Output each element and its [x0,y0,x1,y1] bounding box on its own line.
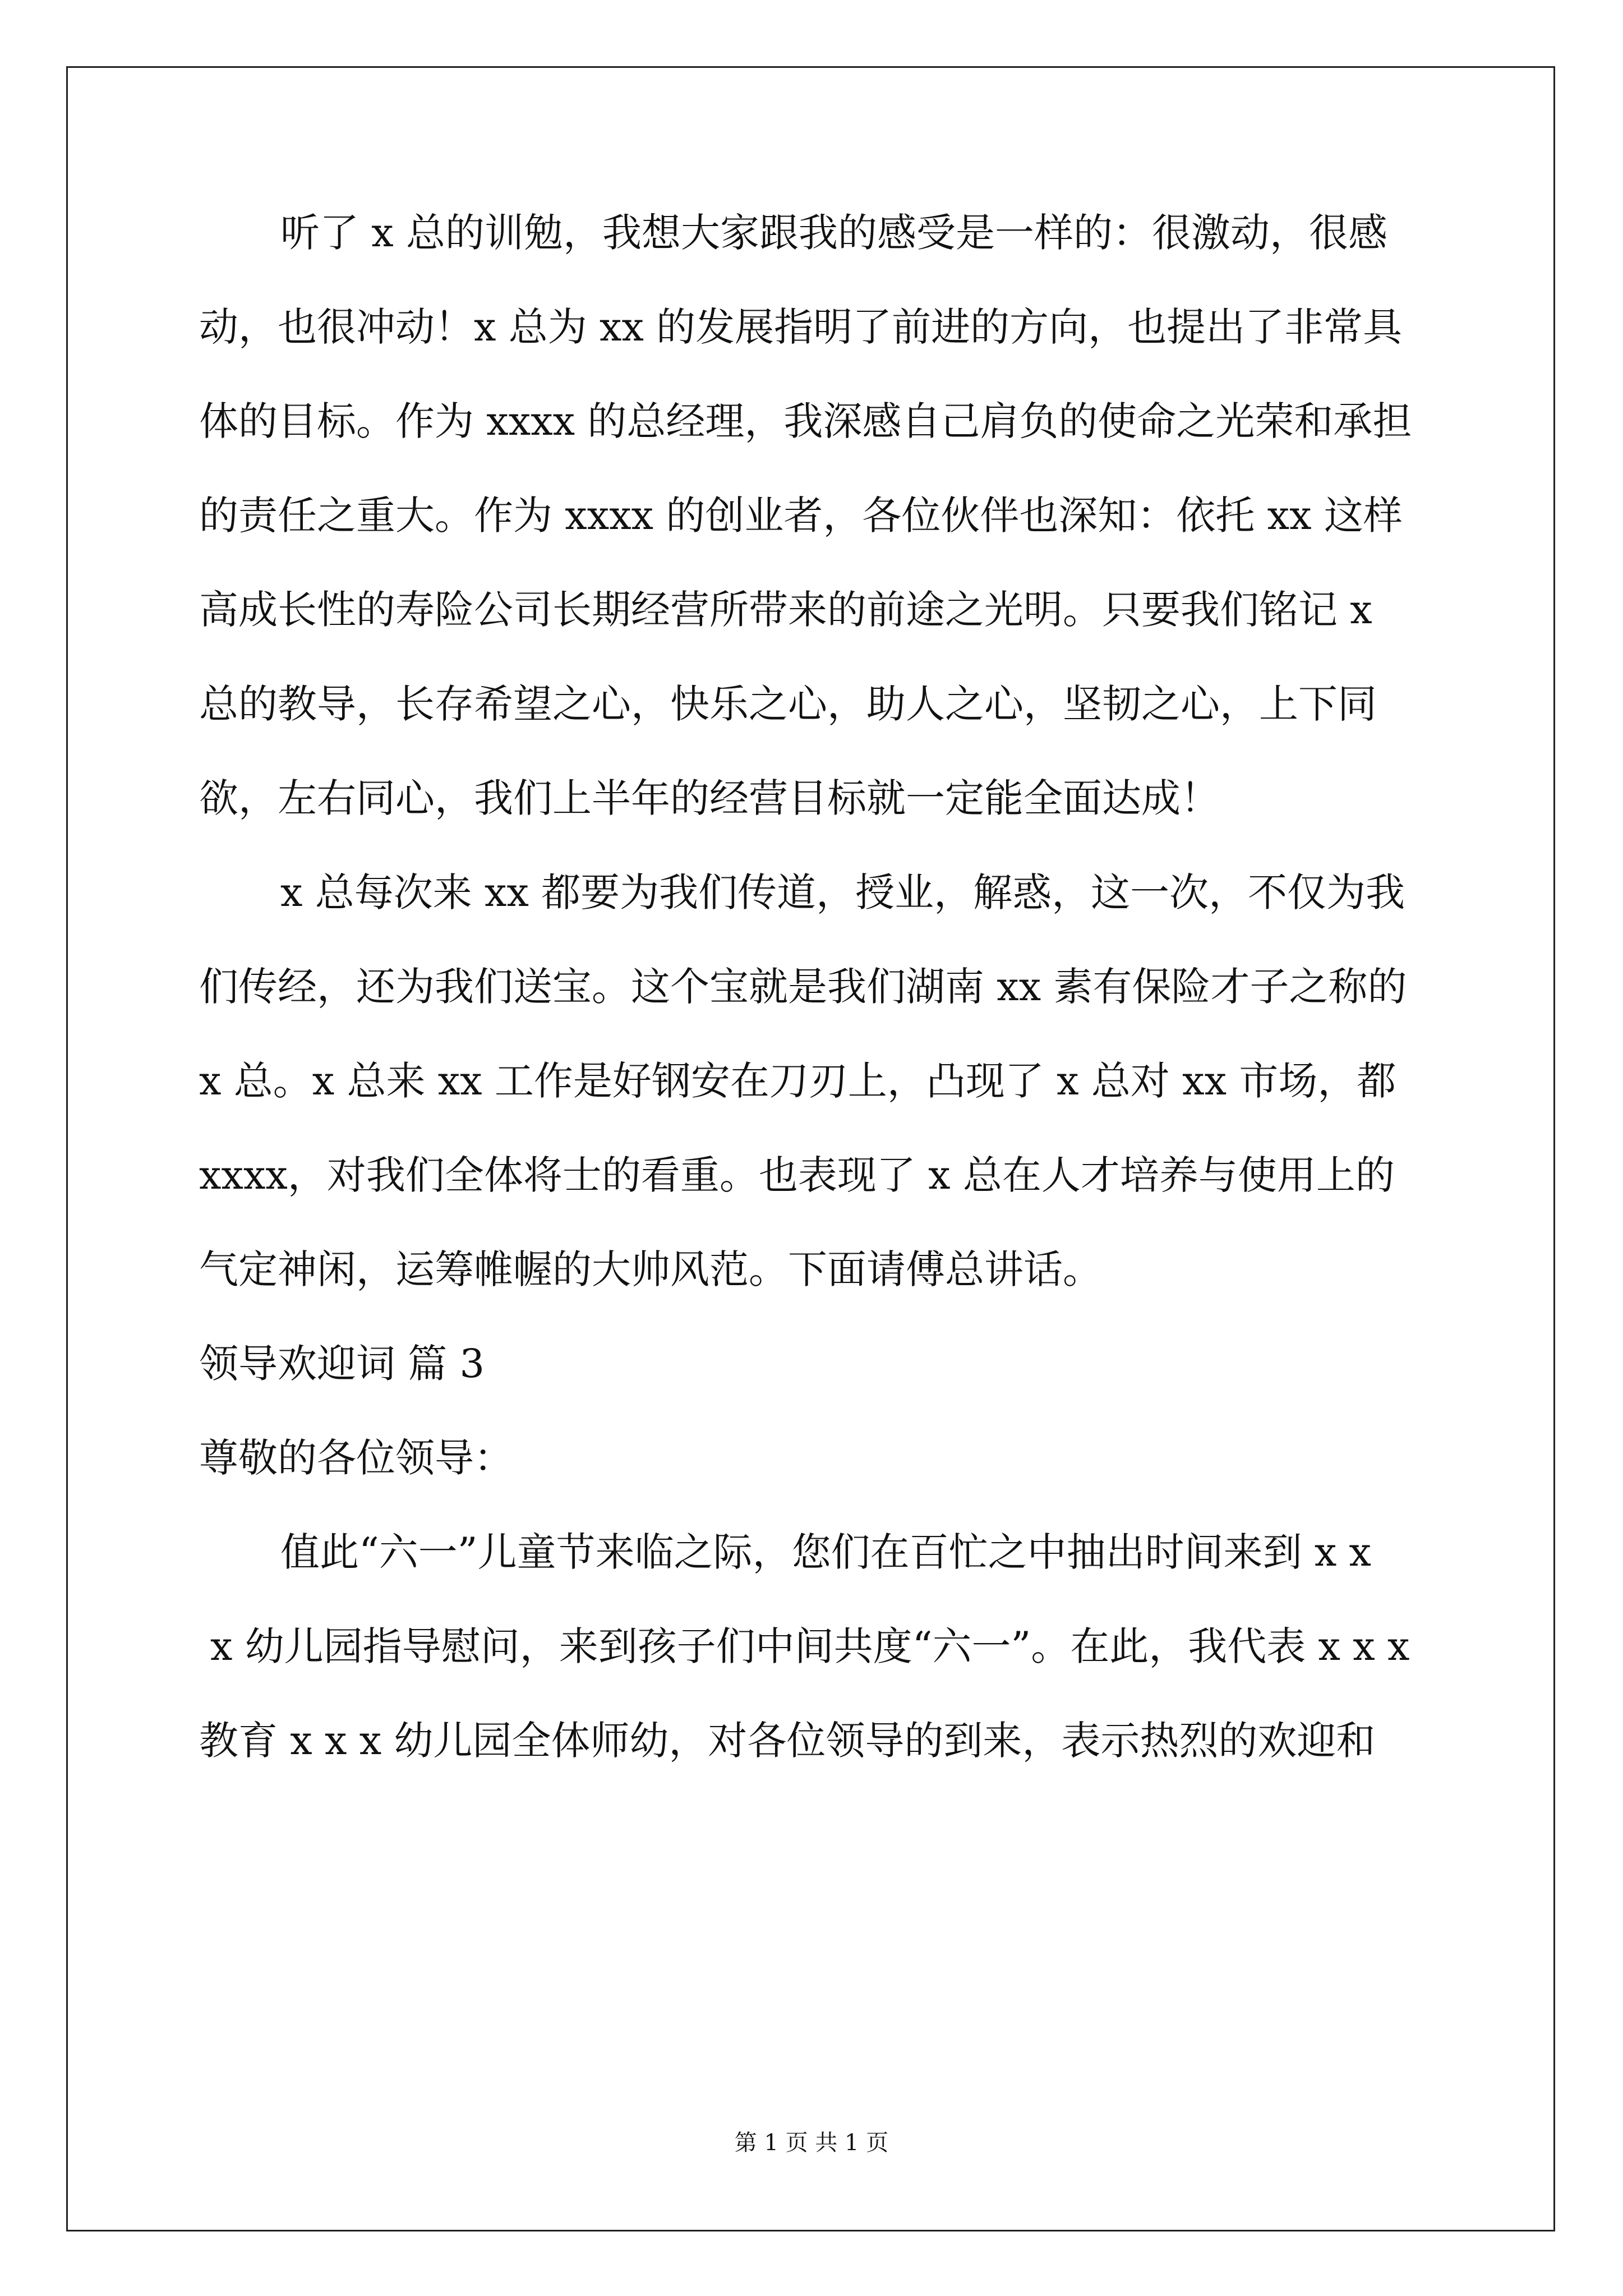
paragraph-2-line-4: xxxx，对我们全体将士的看重。也表现了 x 总在人才培养与使用上的 [199,1152,1395,1198]
salutation: 尊敬的各位领导： [199,1435,513,1481]
paragraph-1-line-5: 高成长性的寿险公司长期经营所带来的前途之光明。只要我们铭记 x [199,587,1372,633]
paragraph-1-line-2: 动，也很冲动！x 总为 xx 的发展指明了前进的方向，也提出了非常具 [199,304,1403,350]
paragraph-1-line-4: 的责任之重大。作为 xxxx 的创业者，各位伙伴也深知：依托 xx 这样 [199,493,1403,539]
paragraph-3-line-3: 教育 x x x 幼儿园全体师幼，对各位领导的到来，表示热烈的欢迎和 [199,1718,1376,1764]
paragraph-3-line-1: 值此“六一”儿童节来临之际，您们在百忙之中抽出时间来到 x x [280,1529,1372,1575]
paragraph-1-line-1: 听了 x 总的训勉，我想大家跟我的感受是一样的：很激动，很感 [280,210,1387,256]
section-title: 领导欢迎词 篇 3 [199,1341,485,1387]
paragraph-3-line-2: x 幼儿园指导慰问，来到孩子们中间共度“六一”。在此，我代表 x x x [210,1623,1410,1669]
paragraph-1-line-6: 总的教导，长存希望之心，快乐之心，助人之心，坚韧之心，上下同 [199,681,1377,727]
paragraph-1-line-3: 体的目标。作为 xxxx 的总经理，我深感自己肩负的使命之光荣和承担 [199,398,1412,444]
paragraph-2-line-5: 气定神闲，运筹帷幄的大帅风范。下面请傅总讲话。 [199,1246,1102,1292]
page-border [66,66,1555,2231]
paragraph-2-line-1: x 总每次来 xx 都要为我们传道，授业，解惑，这一次，不仅为我 [280,869,1405,915]
paragraph-2-line-2: 们传经，还为我们送宝。这个宝就是我们湖南 xx 素有保险才子之称的 [199,964,1407,1010]
paragraph-1-line-7: 欲，左右同心，我们上半年的经营目标就一定能全面达成！ [199,775,1220,821]
paragraph-2-line-3: x 总。x 总来 xx 工作是好钢安在刀刃上，凸现了 x 总对 xx 市场，都 [199,1058,1396,1104]
page-footer: 第 1 页 共 1 页 [734,2130,889,2156]
